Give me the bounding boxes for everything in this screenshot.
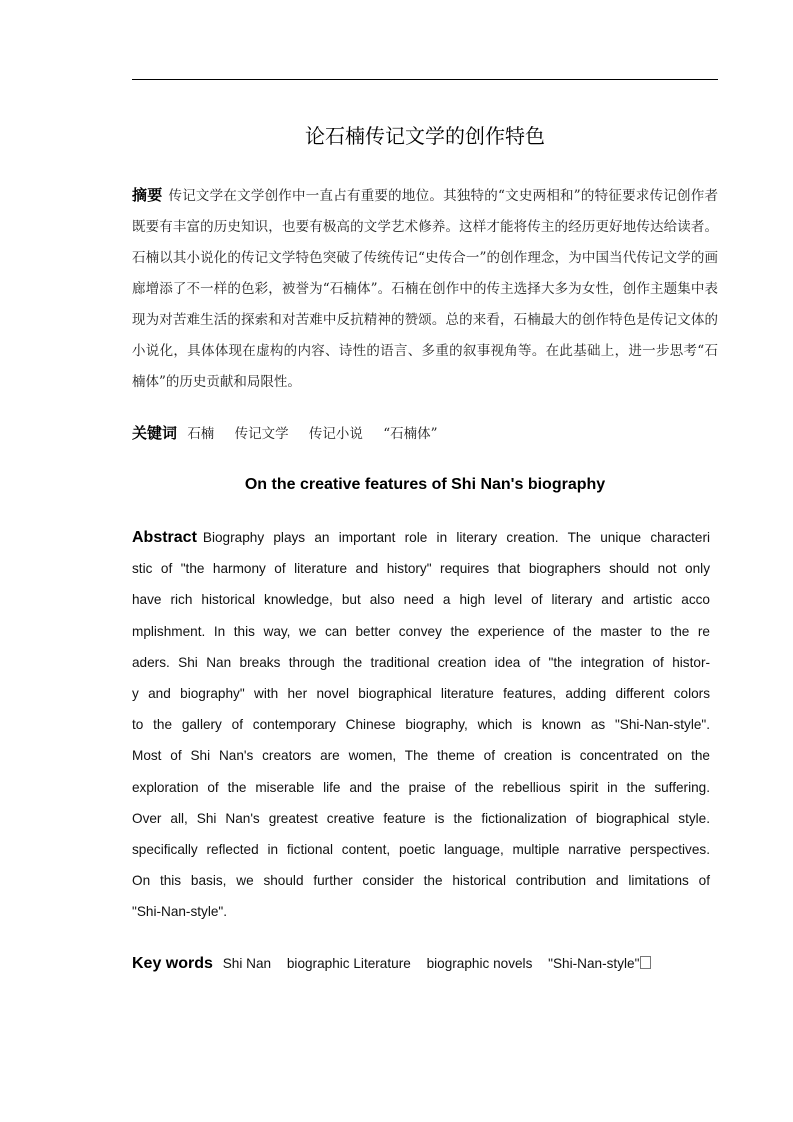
english-abstract [132, 522, 710, 928]
chinese-keyword: 传记文学 [234, 426, 289, 442]
english-keyword: biographic Literature [286, 956, 411, 971]
english-keywords [132, 950, 718, 978]
chinese-keywords [132, 420, 718, 447]
chinese-abstract [132, 180, 718, 398]
chinese-abstract-label: 摘要 [132, 186, 163, 204]
chinese-keywords-label: 关键词 [132, 424, 178, 442]
header-rule [132, 79, 718, 80]
english-keywords-label: Key words [132, 955, 213, 972]
english-abstract-label: Abstract [132, 529, 197, 546]
english-keyword: Shi Nan [222, 956, 272, 971]
english-abstract-text: Biography plays an important role in literary creation. The unique characteri stic of "the harmony of literature and history" requires that biographers should not only have rich historical knowledge, but also need a high level of literary and artistic acco mplishment. In this way, we can better convey the experience of the master to the re aders. Shi Nan breaks through the traditional creation idea of "the integration of histor- y and biography" with her novel biographical literature features, adding different colors to the gallery of contemporary Chinese biography, which is known as "Shi-Nan-style". Most of Shi Nan's creators are women, The theme of creation is concentrated on the exploration of the miserable life and the praise of the rebellious spirit in the suffering. Over all, Shi Nan's greatest creative feature is the fictionalization of biographical style. specifically reflected in fictional content, poetic language, multiple narrative perspectives. On this basis, we should further consider the historical contribution and limitations of "Shi-Nan-style". [132, 530, 710, 920]
english-title: On the creative features of Shi Nan's biography [244, 476, 606, 493]
chinese-keyword: 传记小说 [308, 426, 363, 442]
chinese-abstract-text: 传记文学在文学创作中一直占有重要的地位。其独特的“文史两相和”的特征要求传记创作者既要有丰富的历史知识，也要有极高的文学艺术修养。这样才能将传主的经历更好地传达给读者。石楠以其小说化的传记文学特色突破了传统传记“史传合一”的创作理念，为中国当代传记文学的画廊增添了不一样的色彩，被誉为“石楠体”。石楠在创作中的传主选择大多为女性，创作主题集中表现为对苦难生活的探索和对苦难中反抗精神的赞颂。总的来看，石楠最大的创作特色是传记文体的小说化，具体体现在虚构的内容、诗性的语言、多重的叙事视角等。在此基础上，进一步思考“石楠体”的历史贡献和局限性。 [132, 188, 718, 390]
english-keyword: biographic novels [426, 956, 533, 971]
chinese-title: 论石楠传记文学的创作特色 [305, 124, 545, 148]
english-keyword: "Shi-Nan-style" [548, 956, 640, 971]
missing-glyph-box [640, 956, 651, 969]
chinese-keyword: “石楠体” [383, 426, 438, 442]
chinese-keyword: 石楠 [187, 426, 215, 442]
